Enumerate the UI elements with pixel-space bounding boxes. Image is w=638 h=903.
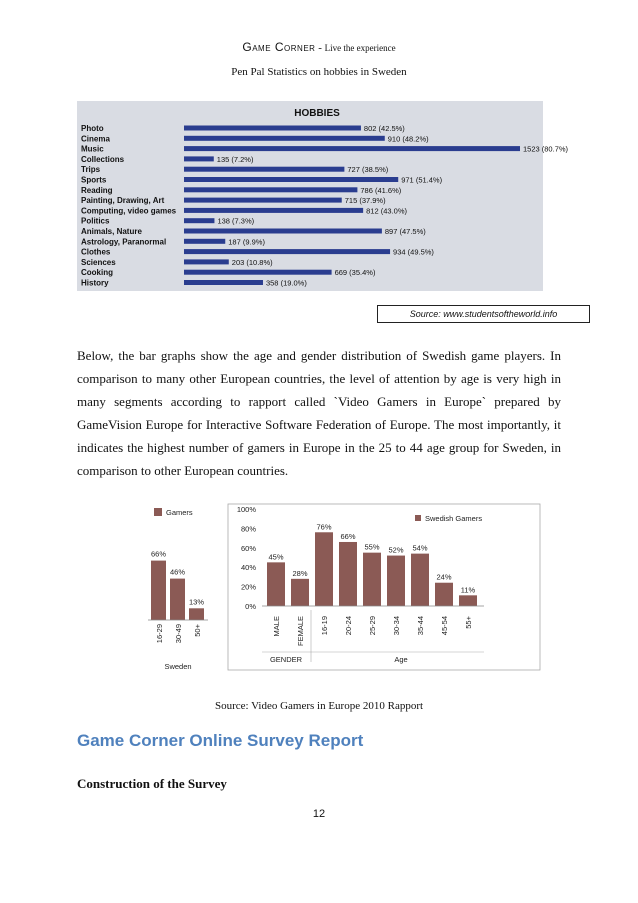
gender-group-label: GENDER bbox=[269, 655, 303, 664]
hobby-value-label: 1523 (80.7%) bbox=[523, 144, 569, 154]
swedish-gamers-bar bbox=[291, 579, 309, 606]
gamers-charts bbox=[148, 502, 542, 674]
swedish-gamers-category: 45-54 bbox=[440, 616, 449, 636]
swedish-gamers-bar bbox=[267, 562, 285, 606]
hobby-bar bbox=[184, 156, 214, 161]
hobby-category-label: Sciences bbox=[81, 257, 116, 267]
hobby-category-label: History bbox=[81, 278, 109, 288]
hobby-category-label: Music bbox=[81, 144, 104, 154]
header-tagline: Live the experience bbox=[324, 43, 396, 53]
hobby-value-label: 715 (37.9%) bbox=[344, 196, 386, 206]
hobby-category-label: Collections bbox=[81, 154, 125, 164]
page-number: 12 bbox=[312, 808, 326, 820]
swedish-gamers-category: 25-29 bbox=[368, 616, 377, 636]
hobby-bar bbox=[184, 146, 520, 151]
hobby-category-label: Photo bbox=[81, 124, 104, 133]
swedish-gamers-bar bbox=[459, 595, 477, 606]
swedish-gamers-category: 20-24 bbox=[344, 616, 353, 636]
swedish-gamers-value: 66% bbox=[340, 531, 356, 541]
swedish-gamers-bar bbox=[315, 532, 333, 606]
y-tick-label: 0% bbox=[245, 602, 256, 611]
sweden-age-bar bbox=[151, 561, 166, 620]
sweden-age-value: 66% bbox=[150, 549, 167, 559]
gamers-legend-swatch bbox=[154, 508, 162, 516]
hobby-category-label: Animals, Nature bbox=[81, 227, 142, 236]
sweden-age-category: 16-29 bbox=[155, 624, 164, 644]
swedish-gamers-bar bbox=[363, 553, 381, 606]
sweden-age-bar bbox=[170, 579, 185, 620]
hobby-value-label: 669 (35.4%) bbox=[334, 268, 376, 278]
sweden-age-category: 50+ bbox=[193, 624, 202, 637]
swedish-gamers-value: 45% bbox=[268, 552, 284, 562]
swedish-gamers-legend-swatch bbox=[415, 515, 421, 521]
swedish-gamers-category: 16-19 bbox=[320, 616, 329, 636]
hobby-value-label: 802 (42.5%) bbox=[363, 124, 405, 133]
hobbies-chart-title: HOBBIES bbox=[294, 108, 340, 119]
sweden-age-value: 13% bbox=[188, 597, 205, 607]
swedish-gamers-bar bbox=[411, 554, 429, 606]
page-header bbox=[0, 40, 638, 54]
swedish-gamers-category: MALE bbox=[272, 616, 281, 637]
hobby-value-label: 727 (38.5%) bbox=[347, 165, 389, 175]
swedish-gamers-value: 52% bbox=[388, 545, 404, 555]
swedish-gamers-value: 11% bbox=[460, 585, 476, 595]
sweden-age-value: 46% bbox=[169, 567, 186, 577]
swedish-gamers-category: 35-44 bbox=[416, 616, 425, 636]
gamers-source: Source: Video Gamers in Europe 2010 Rapport bbox=[214, 700, 424, 712]
swedish-gamers-category: 30-34 bbox=[392, 616, 401, 636]
subheading: Construction of the Survey bbox=[77, 776, 227, 791]
y-tick-label: 100% bbox=[236, 505, 256, 514]
hobby-value-label: 203 (10.8%) bbox=[231, 257, 273, 267]
hobby-value-label: 187 (9.9%) bbox=[228, 237, 265, 247]
swedish-gamers-bar bbox=[387, 556, 405, 606]
hobby-value-label: 812 (43.0%) bbox=[366, 206, 408, 216]
hobby-bar bbox=[184, 187, 357, 192]
y-tick-label: 20% bbox=[240, 582, 256, 592]
hobby-value-label: 971 (51.4%) bbox=[401, 175, 443, 185]
y-tick-label: 40% bbox=[240, 563, 256, 573]
page-subtitle: Pen Pal Statistics on hobbies in Sweden bbox=[231, 66, 407, 78]
hobby-bar bbox=[184, 229, 382, 234]
hobby-category-label: Clothes bbox=[81, 247, 111, 257]
hobby-category-label: Painting, Drawing, Art bbox=[81, 196, 165, 206]
hobby-category-label: Astrology, Paranormal bbox=[81, 237, 167, 247]
swedish-gamers-category: FEMALE bbox=[296, 616, 305, 647]
sweden-group-label: Sweden bbox=[164, 662, 192, 671]
hobby-bar bbox=[184, 198, 342, 203]
hobby-bar bbox=[184, 136, 385, 141]
hobby-value-label: 897 (47.5%) bbox=[384, 227, 426, 236]
swedish-gamers-category: 55+ bbox=[464, 616, 473, 629]
hobby-bar bbox=[184, 259, 229, 264]
brand-name: Game Corner bbox=[242, 40, 316, 54]
swedish-gamers-bar bbox=[435, 583, 453, 606]
hobby-category-label: Computing, video games bbox=[81, 206, 177, 216]
swedish-gamers-legend-label: Swedish Gamers bbox=[425, 514, 483, 523]
hobby-value-label: 138 (7.3%) bbox=[217, 216, 255, 226]
swedish-gamers-value: 54% bbox=[412, 543, 428, 553]
hobby-bar bbox=[184, 126, 361, 131]
sweden-age-bar bbox=[189, 608, 204, 620]
sweden-age-category: 30-49 bbox=[174, 624, 183, 644]
y-tick-label: 80% bbox=[240, 524, 256, 534]
hobby-bar bbox=[184, 280, 263, 285]
y-tick-label: 60% bbox=[240, 543, 256, 553]
hobby-category-label: Politics bbox=[81, 216, 110, 226]
section-title: Game Corner Online Survey Report bbox=[77, 731, 364, 750]
hobby-category-label: Cooking bbox=[81, 268, 113, 278]
gamers-legend-label: Gamers bbox=[166, 508, 193, 517]
hobbies-chart-panel bbox=[77, 101, 569, 291]
hobby-bar bbox=[184, 208, 363, 213]
header-separator: - bbox=[315, 42, 325, 54]
hobby-category-label: Cinema bbox=[81, 134, 110, 144]
swedish-gamers-value: 28% bbox=[292, 568, 308, 578]
hobby-value-label: 934 (49.5%) bbox=[393, 247, 434, 257]
swedish-gamers-bar bbox=[339, 542, 357, 606]
hobby-bar bbox=[184, 249, 390, 254]
hobby-bar bbox=[184, 270, 332, 275]
hobbies-chart bbox=[77, 101, 569, 291]
hobby-category-label: Sports bbox=[81, 175, 107, 185]
hobby-bar bbox=[184, 177, 398, 182]
hobby-bar bbox=[184, 239, 225, 244]
swedish-gamers-value: 24% bbox=[436, 572, 452, 582]
gamers-charts-svg bbox=[148, 502, 542, 674]
hobby-value-label: 358 (19.0%) bbox=[265, 278, 307, 288]
hobby-category-label: Reading bbox=[81, 185, 113, 195]
hobby-category-label: Trips bbox=[81, 165, 101, 175]
swedish-gamers-value: 55% bbox=[364, 542, 380, 552]
hobby-value-label: 786 (41.6%) bbox=[360, 185, 402, 195]
age-group-label: Age bbox=[394, 655, 408, 664]
hobby-bar bbox=[184, 218, 214, 223]
hobby-bar bbox=[184, 167, 344, 172]
swedish-gamers-value: 76% bbox=[316, 522, 332, 532]
hobby-value-label: 135 (7.2%) bbox=[216, 154, 254, 164]
hobby-value-label: 910 (48.2%) bbox=[387, 134, 429, 144]
hobbies-source: Source: www.studentsoftheworld.info bbox=[377, 305, 590, 323]
body-paragraph: Below, the bar graphs show the age and gender distribution of Swedish game players. In comparison to many other European countries, the level of attention by age is very high in many segments according to rapport called `Video Gamers in Europe` prepared by GameVision Europe for Interactive Software Federation of Europe. The most importantly, it indicates the highest number of gamers in Europe in the 25 to 44 age group for Sweden, in comparison to other European countries. bbox=[77, 348, 561, 478]
